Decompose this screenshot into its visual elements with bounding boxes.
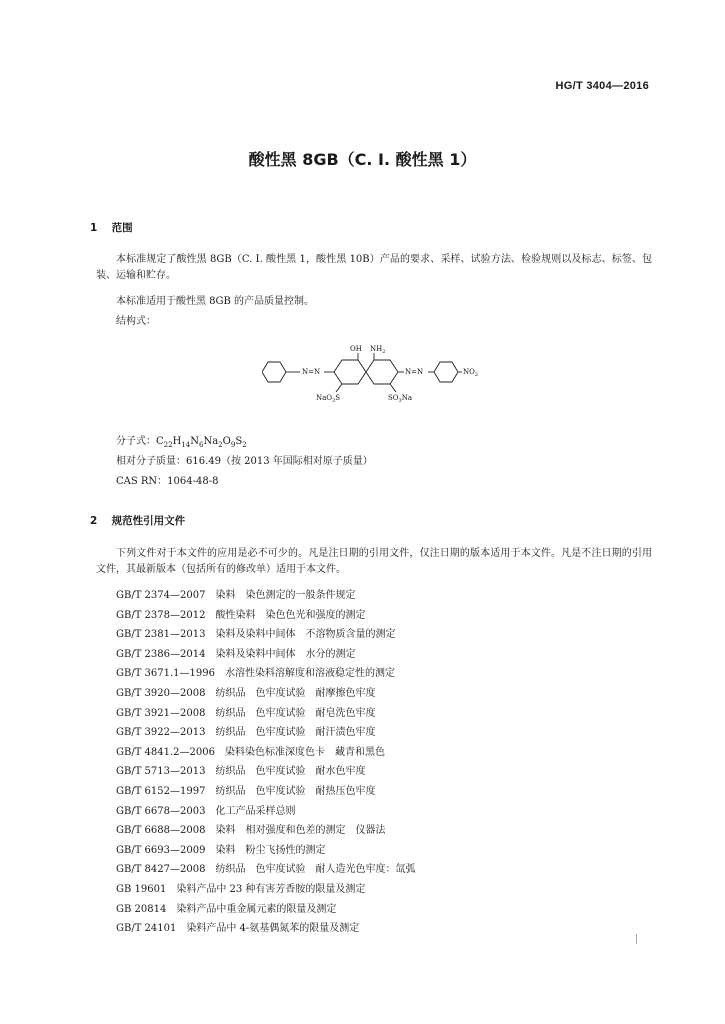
reference-title: 染料及染料中间体 不溶物质含量的测定 (215, 629, 396, 641)
sulfonate-left-label (316, 394, 340, 404)
sulfonate-right-subscript: 3 (398, 398, 402, 404)
section-1-number: 1 (90, 222, 98, 234)
reference-title: 染料 粉尘飞扬性的测定 (215, 844, 326, 856)
reference-code: GB/T 2374—2007 (116, 590, 206, 601)
structural-formula (262, 340, 482, 408)
formula-s-count: 2 (242, 441, 247, 449)
reference-item (116, 880, 415, 900)
reference-code: GB/T 2378—2012 (116, 609, 206, 621)
reference-title: 水溶性染料溶解度和溶液稳定性的测定 (225, 668, 395, 680)
section-1-title: 范围 (111, 222, 133, 234)
formula-o-count: 9 (230, 441, 236, 449)
benzene-ring-left (262, 362, 286, 382)
molecular-formula (116, 432, 247, 449)
formula-h: H (172, 436, 182, 447)
formula-s: S (235, 436, 243, 447)
document-title: 酸性黑 8GB（C. I. 酸性黑 1） (248, 150, 477, 169)
hydroxy-label: OH (350, 345, 362, 353)
reference-title: 染料染色标准深度色卡 藏青和黑色 (225, 746, 385, 758)
reference-title: 染料产品中 23 种有害芳香胺的限量及测定 (176, 883, 366, 895)
reference-code: GB/T 6688—2008 (116, 825, 206, 837)
reference-item (116, 625, 415, 645)
cas-number: CAS RN：1064-48-8 (116, 476, 219, 487)
nitro-subscript: 2 (474, 372, 479, 378)
reference-code: GB 19601 (116, 883, 167, 895)
reference-title: 纺织品 色牢度试验 耐热压色牢度 (215, 785, 376, 797)
section-2-heading (90, 513, 185, 528)
reference-title: 纺织品 色牢度试验 耐皂洗色牢度 (215, 707, 376, 719)
section-1-heading (90, 220, 133, 235)
amino-label (370, 345, 385, 355)
reference-item (116, 743, 415, 763)
formula-na-count: 2 (218, 441, 223, 449)
reference-title: 纺织品 色牢度试验 耐摩擦色牢度 (215, 687, 376, 699)
reference-title: 染料产品中重金属元素的限量及测定 (176, 903, 337, 915)
reference-item (116, 821, 415, 841)
reference-item (116, 645, 415, 665)
bond (390, 384, 396, 392)
reference-code: GB/T 2381—2013 (116, 629, 206, 641)
reference-code: GB/T 3922—2013 (116, 727, 206, 739)
reference-item (116, 900, 415, 920)
reference-item (116, 762, 415, 782)
sulfonate-right-tail: Na (401, 394, 413, 402)
sulfonate-left-subscript: 3 (332, 398, 336, 404)
reference-title: 染料 相对强度和色差的测定 仪器法 (215, 825, 386, 837)
reference-item (116, 704, 415, 724)
structure-label: 结构式： (116, 316, 156, 327)
section-2-title: 规范性引用文件 (111, 515, 186, 527)
reference-code: GB/T 3920—2008 (116, 687, 206, 699)
reference-code: GB/T 8427—2008 (116, 864, 206, 876)
section-2-number: 2 (90, 515, 98, 527)
page-mark (636, 934, 637, 944)
reference-item (116, 684, 415, 704)
reference-item (116, 606, 415, 626)
reference-item (116, 841, 415, 861)
formula-n: N (190, 436, 199, 447)
scope-paragraph-2: 本标准适用于酸性黑 8GB 的产品质量控制。 (116, 296, 315, 307)
formula-c: C (156, 436, 164, 447)
naphthalene-ring-left (334, 360, 366, 384)
reference-code: GB/T 4841.2—2006 (116, 746, 215, 758)
sulfonate-left-text: NaO (316, 394, 333, 402)
reference-code: GB/T 3671.1—1996 (116, 668, 215, 680)
reference-code: GB/T 6678—2003 (116, 805, 206, 817)
benzene-ring-right (434, 362, 458, 382)
formula-label: 分子式： (116, 436, 156, 447)
standard-code: HG/T 3404—2016 (555, 80, 649, 92)
reference-code: GB 20814 (116, 903, 167, 915)
formula-o: O (222, 436, 231, 447)
sulfonate-right-label (388, 394, 412, 404)
normative-references-intro: 下列文件对于本文件的应用是必不可少的。凡是注日期的引用文件，仅注日期的版本适用于本文件。凡是不注日期的引用文件，其最新版本（包括所有的修改单）适用于本文件。 (96, 548, 652, 575)
formula-na: Na (203, 436, 219, 447)
reference-item (116, 919, 415, 939)
relative-molecular-mass: 相对分子质量：616.49（按 2013 年国际相对原子质量） (116, 456, 373, 467)
azo-right-label: N=N (405, 368, 424, 376)
reference-code: GB/T 2386—2014 (116, 648, 206, 660)
naphthalene-ring-right (366, 360, 398, 384)
reference-item (116, 586, 415, 606)
reference-code: GB/T 6693—2009 (116, 844, 206, 856)
reference-title: 染料产品中 4-氨基偶氮苯的限量及测定 (186, 923, 360, 935)
reference-title: 纺织品 色牢度试验 耐人造光色牢度：氙弧 (215, 864, 416, 876)
nitro-text: NO (463, 368, 475, 376)
reference-title: 染料 染色测定的一般条件规定 (215, 590, 356, 601)
reference-title: 化工产品采样总则 (215, 805, 296, 817)
reference-item (116, 723, 415, 743)
amino-text: NH (370, 345, 383, 353)
reference-code: GB/T 24101 (116, 923, 177, 935)
reference-item (116, 664, 415, 684)
azo-left-label: N=N (302, 368, 321, 376)
reference-item (116, 802, 415, 822)
reference-title: 酸性染料 染色色光和强度的测定 (215, 609, 366, 621)
scope-paragraph-1: 本标准规定了酸性黑 8GB（C. I. 酸性黑 1，酸性黑 10B）产品的要求、采样、试验方法、检验规则以及标志、标签、包装、运输和贮存。 (96, 254, 652, 281)
sulfonate-left-tail: S (335, 394, 341, 402)
formula-c-count: 22 (163, 441, 173, 449)
formula-n-count: 6 (198, 441, 204, 449)
reference-title: 纺织品 色牢度试验 耐水色牢度 (215, 766, 366, 778)
reference-title: 染料及染料中间体 水分的测定 (215, 648, 356, 660)
reference-code: GB/T 6152—1997 (116, 785, 206, 797)
formula-h-count: 14 (181, 441, 191, 449)
bond (336, 384, 342, 392)
reference-item (116, 782, 415, 802)
sulfonate-right-text: SO (388, 394, 399, 402)
reference-code: GB/T 3921—2008 (116, 707, 206, 719)
reference-list (116, 586, 415, 939)
reference-title: 纺织品 色牢度试验 耐汗渍色牢度 (215, 727, 376, 739)
nitro-label (463, 368, 478, 378)
reference-item (116, 860, 415, 880)
reference-code: GB/T 5713—2013 (116, 766, 206, 778)
amino-subscript: 2 (382, 349, 386, 355)
